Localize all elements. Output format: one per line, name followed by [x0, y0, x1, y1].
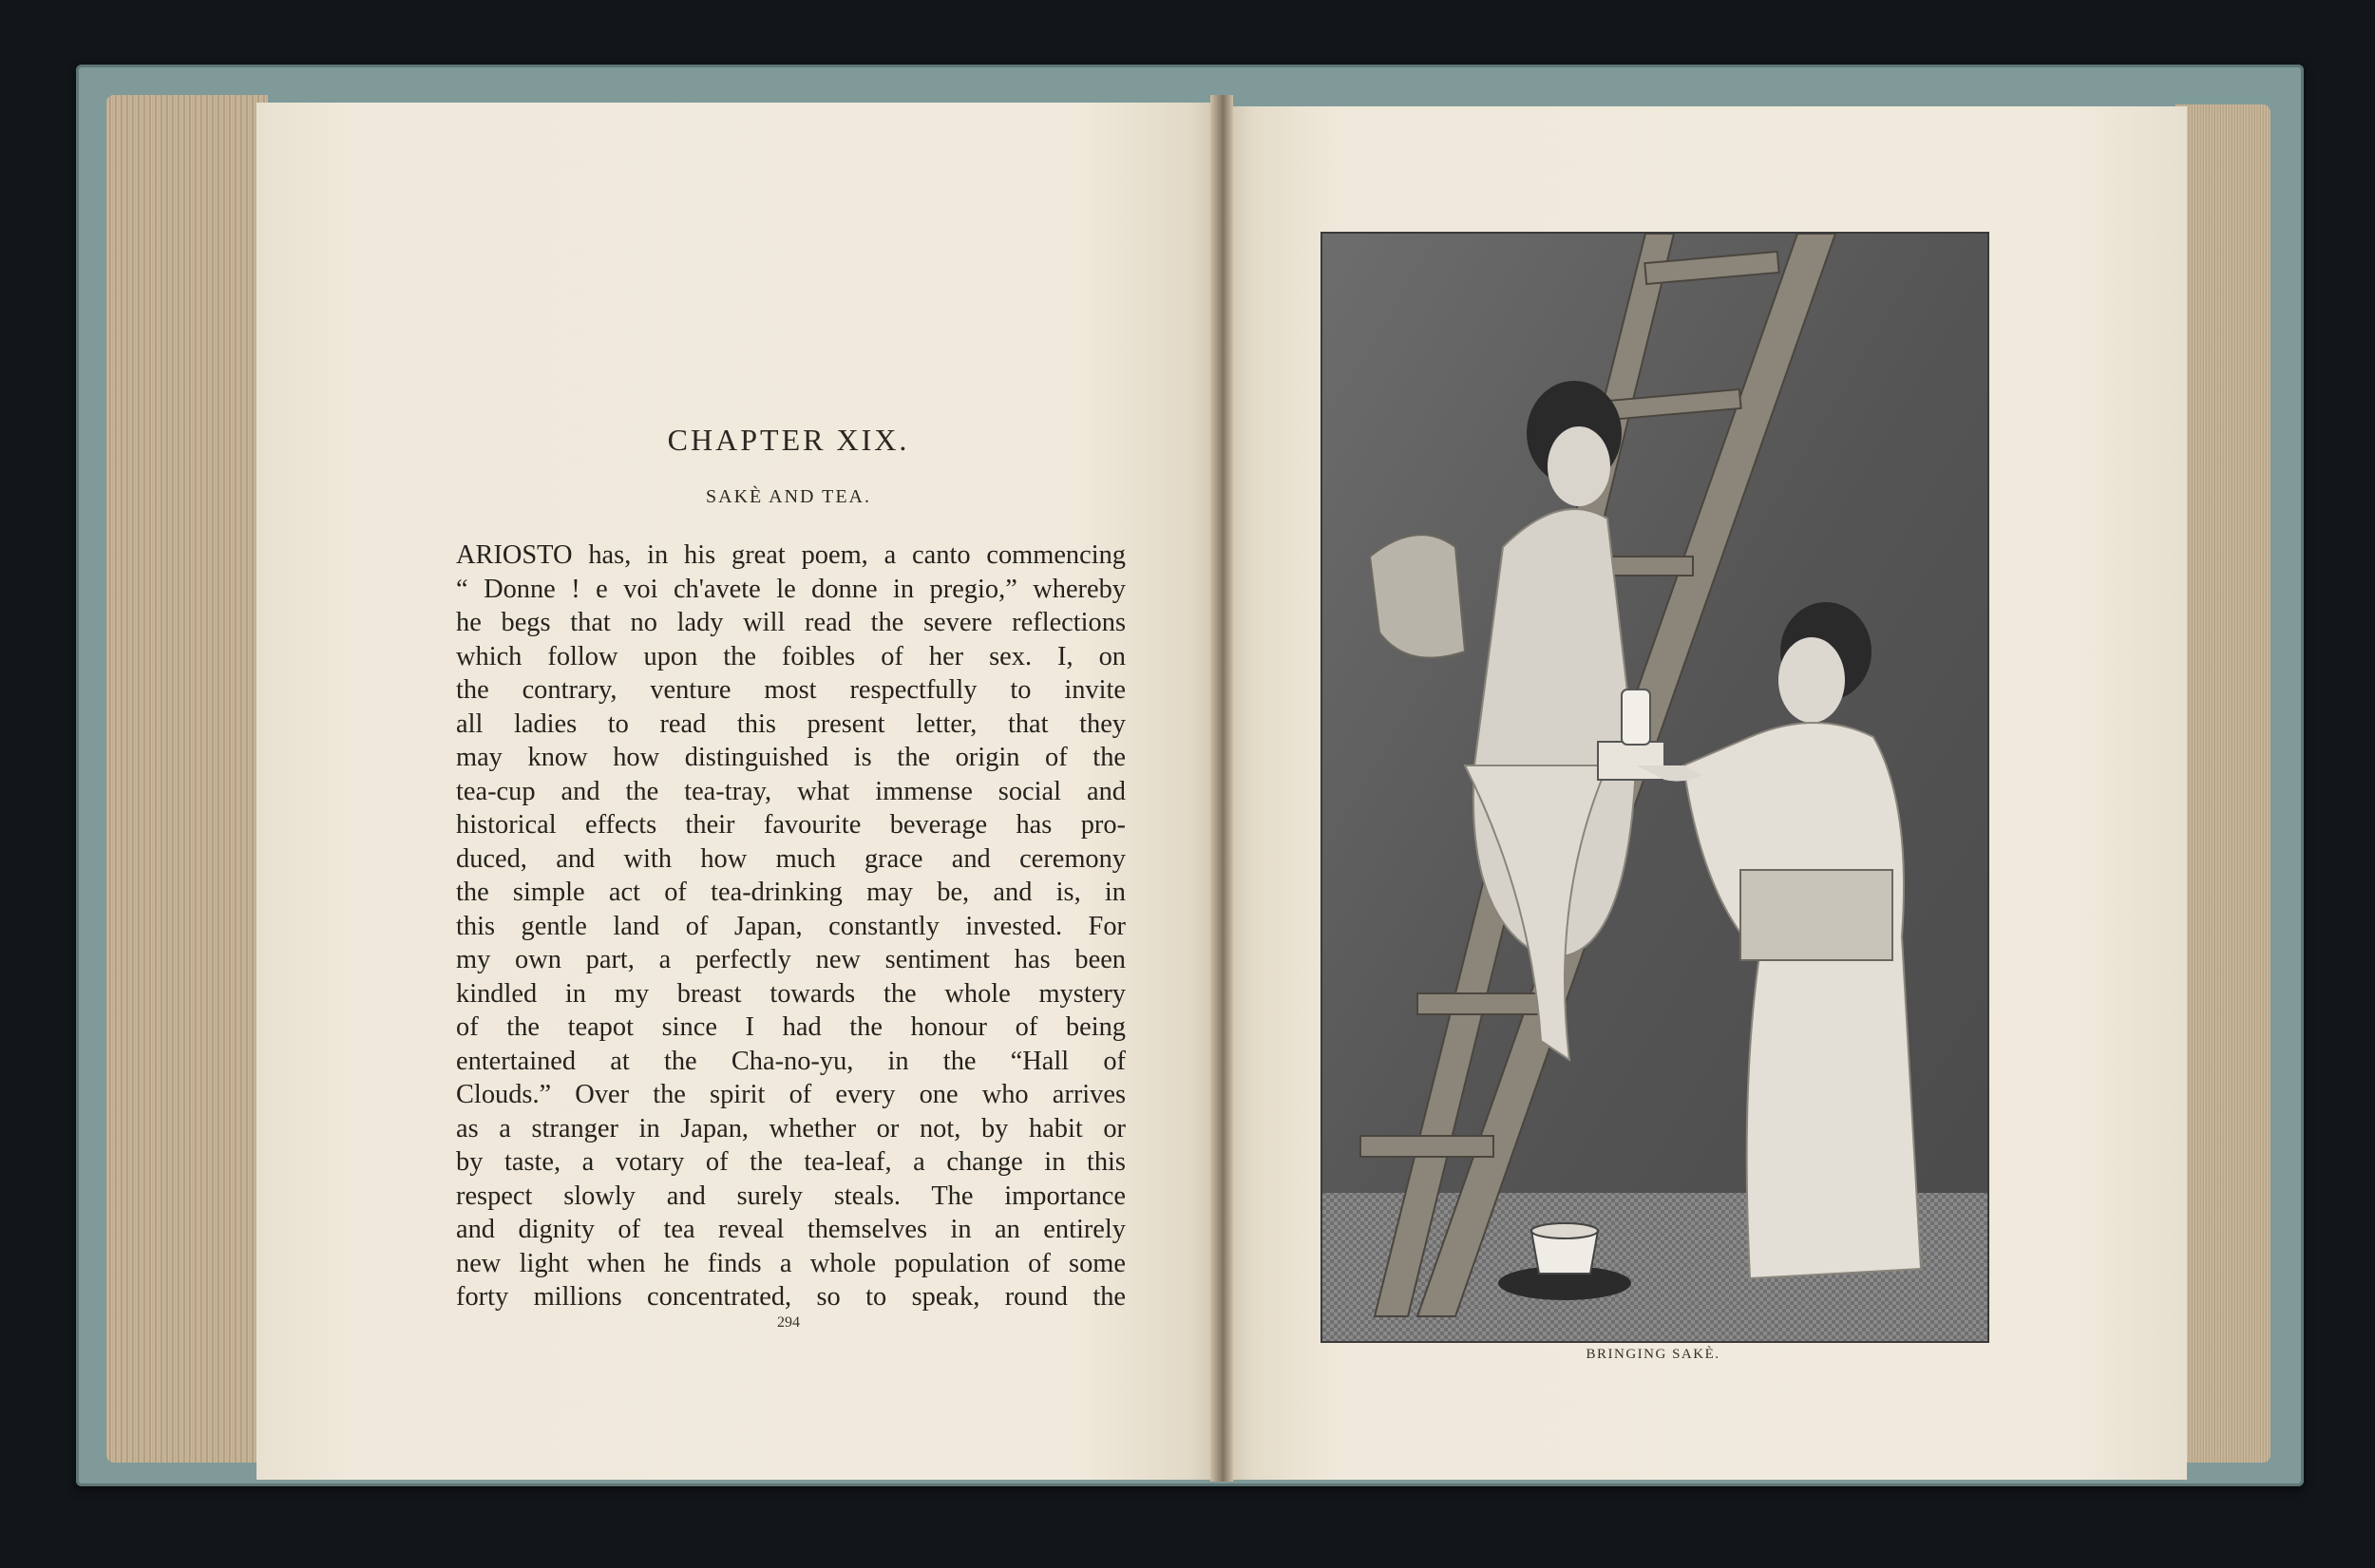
text-line: forty millions concentrated, so to speak, round the — [456, 1282, 1126, 1312]
text-line: by taste, a votary of the tea-leaf, a change in this — [456, 1147, 1126, 1177]
text-line: as a stranger in Japan, whether or not, by habit or — [456, 1113, 1126, 1143]
text-line: respect slowly and surely steals. The importance — [456, 1181, 1126, 1211]
text-line: the contrary, venture most respectfully to invite — [456, 675, 1126, 705]
text-line: this gentle land of Japan, constantly invested. For — [456, 911, 1126, 941]
page-edges-right — [2176, 104, 2270, 1463]
photo-illustration — [1322, 234, 1987, 1341]
page-edges-left — [106, 95, 268, 1463]
text-line: tea-cup and the tea-tray, what immense social and — [456, 776, 1126, 806]
chapter-subtitle: SAKÈ AND TEA. — [706, 486, 871, 507]
text-line: he begs that no lady will read the severe reflections — [456, 608, 1126, 637]
body-text — [456, 538, 1126, 1314]
text-line: the simple act of tea-drinking may be, and is, in — [456, 878, 1126, 907]
text-line: historical effects their favourite beverage has pro- — [456, 810, 1126, 840]
page-number: 294 — [777, 1314, 800, 1331]
book-gutter — [1210, 95, 1233, 1482]
text-line: kindled in my breast towards the whole mystery — [456, 978, 1126, 1009]
text-line: Clouds.” Over the spirit of every one who arrives — [456, 1080, 1126, 1109]
text-line: which follow upon the foibles of her sex. I, on — [456, 641, 1126, 671]
plate-caption: BRINGING SAKÈ. — [1586, 1347, 1720, 1362]
text-line: entertained at the Cha-no-yu, in the “Hall of — [456, 1046, 1126, 1076]
text-line: may know how distinguished is the origin of the — [456, 743, 1126, 772]
text-line: and dignity of tea reveal themselves in an entirely — [456, 1215, 1126, 1244]
photo-plate — [1320, 232, 1989, 1343]
text-line: all ladies to read this present letter, that they — [456, 708, 1126, 739]
text-line: “ Donne ! e voi ch'avete le donne in pregio,” whereby — [456, 574, 1126, 604]
text-line: ARIOSTO has, in his great poem, a canto commencing — [456, 540, 1126, 570]
text-line: my own part, a perfectly new sentiment has been — [456, 945, 1126, 974]
text-line: new light when he finds a whole population of some — [456, 1248, 1126, 1278]
text-line: of the teapot since I had the honour of being — [456, 1012, 1126, 1042]
chapter-title: CHAPTER XIX. — [667, 423, 910, 457]
text-line: duced, and with how much grace and ceremony — [456, 843, 1126, 874]
